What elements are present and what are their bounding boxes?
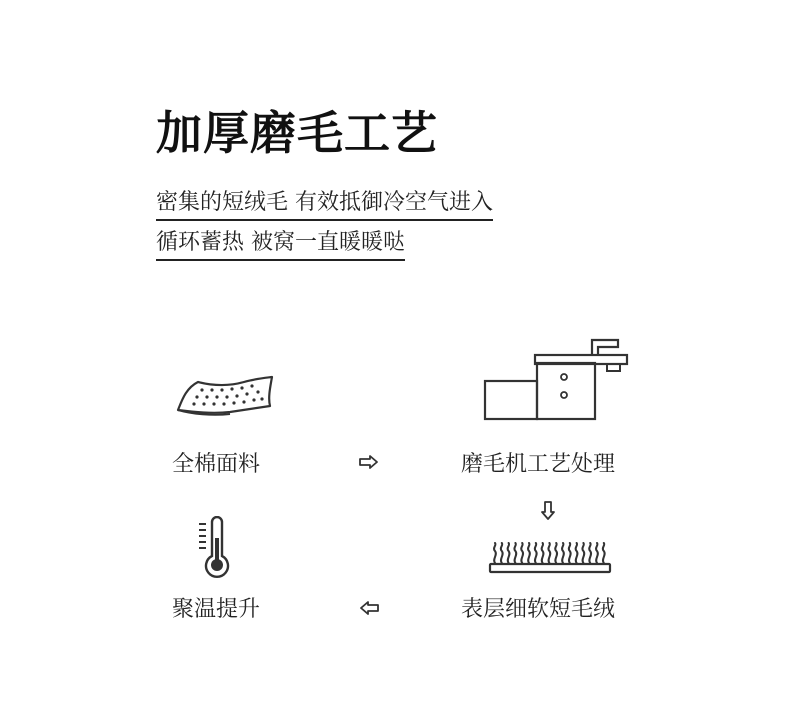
fleece-fiber bbox=[562, 543, 564, 563]
step-label-fabric: 全棉面料 bbox=[172, 452, 261, 477]
fleece-fiber bbox=[535, 543, 537, 563]
fleece-fiber bbox=[514, 543, 516, 563]
step-label-warmth: 聚温提升 bbox=[172, 597, 261, 622]
fleece-fiber bbox=[548, 543, 550, 563]
fleece-fiber bbox=[501, 543, 503, 563]
arrow-down-icon bbox=[541, 501, 555, 521]
fleece-fiber bbox=[542, 543, 544, 563]
cotton-fabric-icon bbox=[172, 372, 276, 418]
fleece-fiber bbox=[508, 543, 510, 563]
subtitle-line-2: 循环蓄热 被窝一直暖暖哒 bbox=[156, 228, 405, 261]
fleece-fiber bbox=[589, 543, 591, 563]
arrow-right-icon bbox=[359, 455, 379, 469]
fleece-fiber bbox=[582, 543, 584, 563]
fleece-fiber bbox=[528, 543, 530, 563]
fleece-fiber bbox=[576, 543, 578, 563]
fleece-fiber bbox=[569, 543, 571, 563]
fleece-fiber bbox=[603, 543, 605, 563]
subtitle-line-1: 密集的短绒毛 有效抵御冷空气进入 bbox=[156, 188, 493, 221]
thermometer-icon bbox=[196, 516, 236, 582]
fleece-fiber bbox=[521, 543, 523, 563]
fleece-fiber bbox=[596, 543, 598, 563]
step-label-fleece: 表层细软短毛绒 bbox=[461, 597, 616, 622]
fleece-fiber bbox=[555, 543, 557, 563]
short-fleece-icon bbox=[487, 542, 613, 576]
step-label-machine: 磨毛机工艺处理 bbox=[461, 452, 616, 477]
fleece-fiber bbox=[494, 543, 496, 563]
arrow-left-icon bbox=[359, 601, 379, 615]
brushing-machine-icon bbox=[480, 335, 640, 425]
page-title: 加厚磨毛工艺 bbox=[156, 106, 438, 160]
